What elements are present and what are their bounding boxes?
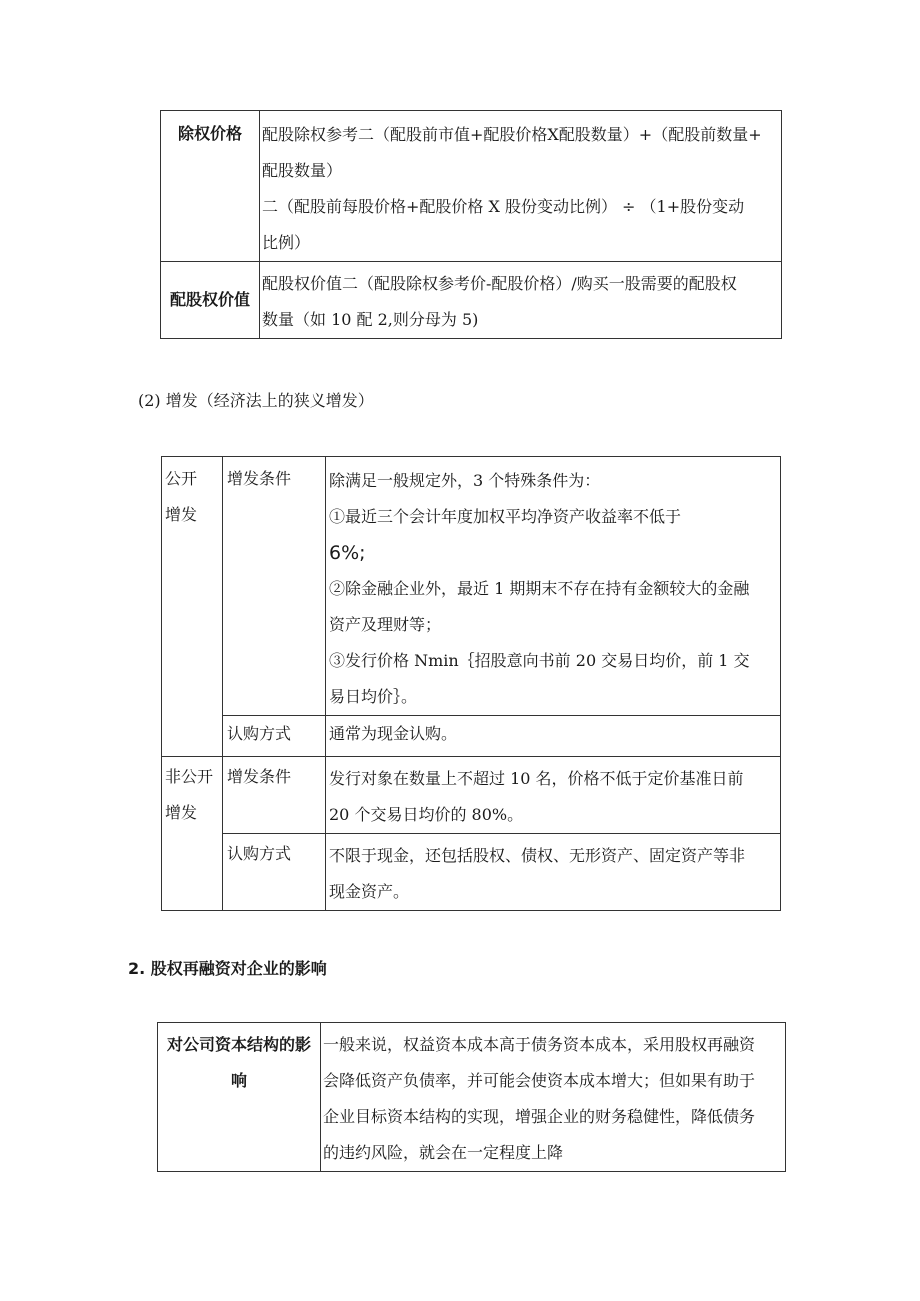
group-label: 非公开 bbox=[165, 767, 214, 786]
table-row bbox=[158, 1023, 786, 1172]
formula-line: 比例） bbox=[262, 233, 311, 252]
public-condition-label-cell bbox=[223, 457, 326, 716]
table-row bbox=[162, 457, 781, 716]
seasoned-offering-table bbox=[161, 456, 781, 911]
row-header: 配股权价值 bbox=[169, 290, 250, 309]
section-title: 2. 股权再融资对企业的影响 bbox=[128, 959, 327, 978]
condition-line: 易日均价｝。 bbox=[329, 687, 418, 706]
sub-label: 认购方式 bbox=[227, 724, 292, 743]
formula-line: 数量（如 10 配 2,则分母为 5) bbox=[262, 310, 479, 329]
group-label: 增发 bbox=[165, 505, 198, 524]
ex-rights-price-header-cell bbox=[161, 111, 260, 262]
table-row bbox=[161, 111, 782, 262]
private-subscription-label-cell bbox=[223, 834, 326, 911]
group-label: 公开 bbox=[165, 469, 198, 488]
impact-line: 企业目标资本结构的实现，增强企业的财务稳健性，降低债务 bbox=[323, 1107, 756, 1126]
condition-line: ③发行价格 Nmin｛招股意向书前 20 交易日均价，前 1 交 bbox=[329, 651, 750, 670]
impact-header-cell bbox=[158, 1023, 321, 1172]
subscription-line: 现金资产。 bbox=[329, 882, 410, 901]
condition-line: 发行对象在数量上不超过 10 名，价格不低于定价基准日前 bbox=[329, 769, 744, 788]
rights-value-header-cell bbox=[161, 262, 260, 339]
group-label: 增发 bbox=[165, 803, 198, 822]
condition-line: 6%; bbox=[329, 542, 366, 564]
sub-label: 增发条件 bbox=[227, 469, 292, 488]
private-condition-content-cell bbox=[326, 757, 781, 834]
impact-table bbox=[157, 1022, 786, 1172]
impact-content-cell bbox=[321, 1023, 786, 1172]
private-offering-group-cell bbox=[162, 757, 223, 911]
rights-issue-table bbox=[160, 110, 782, 339]
formula-line: 配股数量） bbox=[262, 161, 343, 180]
row-header: 除权价格 bbox=[177, 124, 242, 143]
table-row bbox=[161, 262, 782, 339]
impact-line: 一般来说，权益资本成本高于债务资本成本，采用股权再融资 bbox=[323, 1035, 756, 1054]
impact-line: 的违约风险，就会在一定程度上降 bbox=[323, 1143, 564, 1162]
public-condition-content-cell bbox=[326, 457, 781, 716]
subscription-line: 不限于现金，还包括股权、债权、无形资产、固定资产等非 bbox=[329, 846, 746, 865]
private-subscription-content-cell bbox=[326, 834, 781, 911]
condition-line: 资产及理财等； bbox=[329, 615, 442, 634]
public-offering-group-cell bbox=[162, 457, 223, 757]
table-row bbox=[162, 716, 781, 757]
sub-label: 增发条件 bbox=[227, 767, 292, 786]
condition-line: 除满足一般规定外，3 个特殊条件为： bbox=[329, 471, 601, 490]
condition-line: ①最近三个会计年度加权平均净资产收益率不低于 bbox=[329, 507, 682, 526]
ex-rights-price-formula-cell bbox=[260, 111, 782, 262]
public-subscription-label-cell bbox=[223, 716, 326, 757]
sub-label: 认购方式 bbox=[227, 844, 292, 863]
private-condition-label-cell bbox=[223, 757, 326, 834]
subscription-line: 通常为现金认购。 bbox=[329, 724, 458, 743]
table-row bbox=[162, 834, 781, 911]
row-header: 响 bbox=[230, 1071, 247, 1090]
public-subscription-content-cell bbox=[326, 716, 781, 757]
row-header: 对公司资本结构的影 bbox=[166, 1035, 311, 1054]
condition-line: ②除金融企业外，最近 1 期期末不存在持有金额较大的金融 bbox=[329, 579, 750, 598]
formula-line: 配股除权参考二（配股前市值+配股价格X配股数量）+（配股前数量+ bbox=[262, 125, 762, 144]
table-row bbox=[162, 757, 781, 834]
section-heading: (2) 增发（经济法上的狭义增发） bbox=[138, 391, 374, 410]
rights-value-formula-cell bbox=[260, 262, 782, 339]
formula-line: 二（配股前每股价格+配股价格 X 股份变动比例） ÷ （1+股份变动 bbox=[262, 197, 745, 216]
impact-line: 会降低资产负债率，并可能会使资本成本增大；但如果有助于 bbox=[323, 1071, 756, 1090]
formula-line: 配股权价值二（配股除权参考价-配股价格）/购买一股需要的配股权 bbox=[262, 274, 737, 293]
condition-line: 20 个交易日均价的 80%。 bbox=[329, 805, 524, 824]
